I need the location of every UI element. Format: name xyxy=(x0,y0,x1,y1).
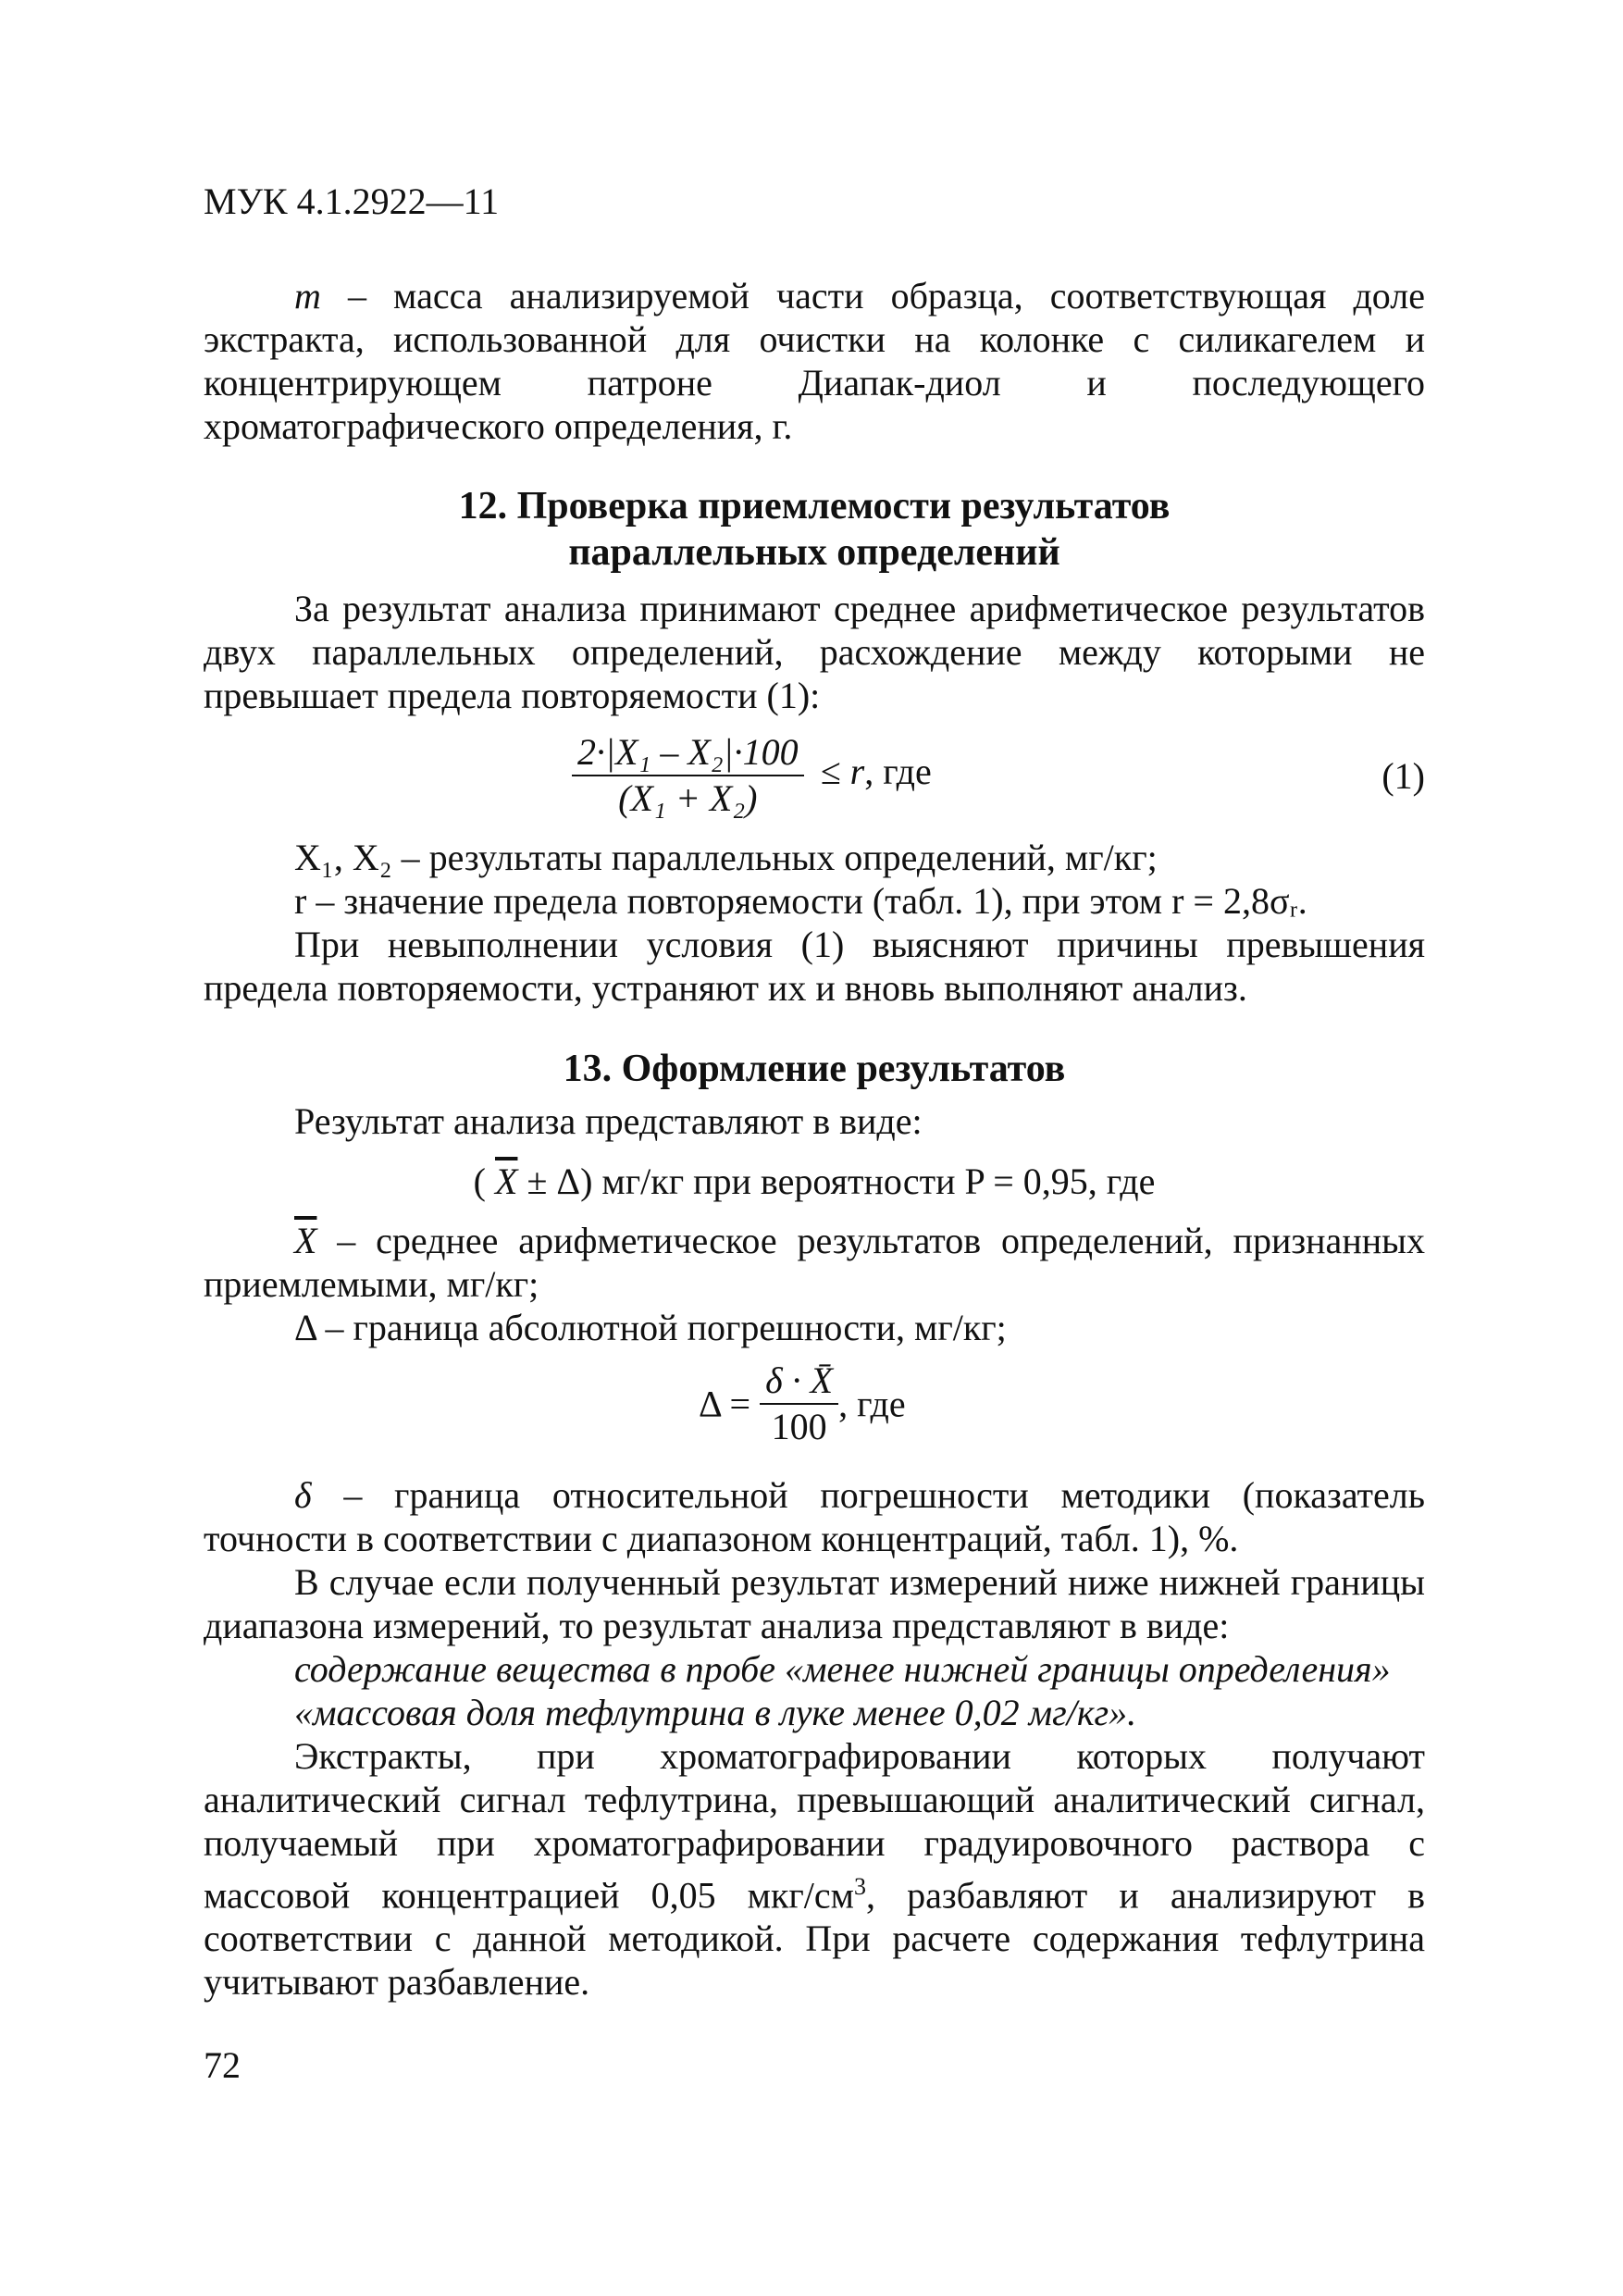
delta-symbol: δ xyxy=(294,1474,312,1516)
formula-1-number: (1) xyxy=(1381,755,1425,797)
section-13 xyxy=(204,1046,1425,2004)
formula-1-denominator: (X₁ + X₂) xyxy=(618,777,758,819)
mean-symbol-def: $\overline{X}$ xyxy=(294,1220,317,1261)
definition-x1-x2: X₁, X₂ – результаты параллельных определений, мг/кг; xyxy=(294,837,1158,878)
definition-delta: Δ – граница абсолютной погрешности, мг/кг; xyxy=(294,1307,1007,1348)
formula-2-where: , где xyxy=(838,1383,906,1425)
mean-symbol: $\overline{X}$ xyxy=(495,1160,518,1202)
definition-relative-error: – граница относительной погрешности методики (показатель точности в соответствии с диапазоном концентраций, табл. 1), %. xyxy=(204,1474,1425,1559)
result-formula: ( $\overline{X} \pm \Delta$) мг/кг при вероятности P = 0,95, где xyxy=(473,1160,1156,1202)
mass-symbol: m xyxy=(294,275,321,316)
formula-2-numerator: δ · X̄ xyxy=(760,1359,838,1405)
page-number: 72 xyxy=(204,2044,241,2086)
formula-1-relation: ≤ r xyxy=(820,751,865,793)
section-12-para1: За результат анализа принимают среднее арифметическое результатов двух параллельных определений, расхождение между которыми не превышает предела повторяемости (1): xyxy=(204,588,1425,716)
formula-2-fraction xyxy=(760,1359,838,1449)
formula-1-where: , где xyxy=(864,751,932,793)
section-12-para2: При невыполнении условия (1) выясняют причины превышения предела повторяемости, устраняют их и вновь выполняют анализ. xyxy=(204,924,1425,1009)
superscript-3: 3 xyxy=(853,1873,866,1900)
section-12-title-line2: параллельных определений xyxy=(568,531,1060,574)
italic-example-1: содержание вещества в пробе «менее нижней границы определения» xyxy=(294,1648,1391,1690)
definition-r: r – значение предела повторяемости (табл. 1), при этом r = 2,8σᵣ. xyxy=(294,880,1307,922)
section-12-title-line1: 12. Проверка приемлемости результатов xyxy=(458,485,1171,527)
intro-paragraph xyxy=(204,274,1425,448)
intro-text: – масса анализируемой части образца, соответствующая доле экстракта, использованной для очистки на колонке с силикагелем и концентрирующем патроне Диапак-диол и последующего хроматографического определения, г. xyxy=(204,275,1425,447)
section-13-title: 13. Оформление результатов xyxy=(563,1048,1066,1090)
italic-example-2: «массовая доля тефлутрина в луке менее 0,02 мг/кг». xyxy=(294,1692,1137,1733)
formula-2-lhs: Δ = xyxy=(699,1383,751,1425)
section-12 xyxy=(204,483,1425,1010)
formula-1 xyxy=(204,725,1425,836)
formula-2 xyxy=(204,1355,1425,1473)
section-13-para1: Результат анализа представляют в виде: xyxy=(294,1100,923,1142)
document-header: МУК 4.1.2922—11 xyxy=(204,180,500,222)
formula-1-fraction xyxy=(572,730,804,821)
formula-2-denominator: 100 xyxy=(771,1406,827,1447)
section-13-para2: В случае если полученный результат измерений ниже нижней границы диапазона измерений, то результат анализа представляют в виде: xyxy=(204,1561,1425,1646)
document-page xyxy=(204,0,1425,2296)
section-13-para3: Экстракты, при хроматографировании которых получают аналитический сигнал тефлутрина, превышающий аналитический сигнал, получаемый при хроматографировании градуировочного раствора с массовой концентрацией 0,05 мкг/$см^3$, разбавляют и анализируют в соответствии с данной методикой. При расчете содержания тефлутрина учитывают разбавление. xyxy=(204,1735,1425,2004)
definition-mean: – среднее арифметическое результатов определений, признанных приемлемыми, мг/кг; xyxy=(204,1220,1425,1305)
formula-1-numerator: 2·|X₁ – X₂|·100 xyxy=(572,730,804,776)
